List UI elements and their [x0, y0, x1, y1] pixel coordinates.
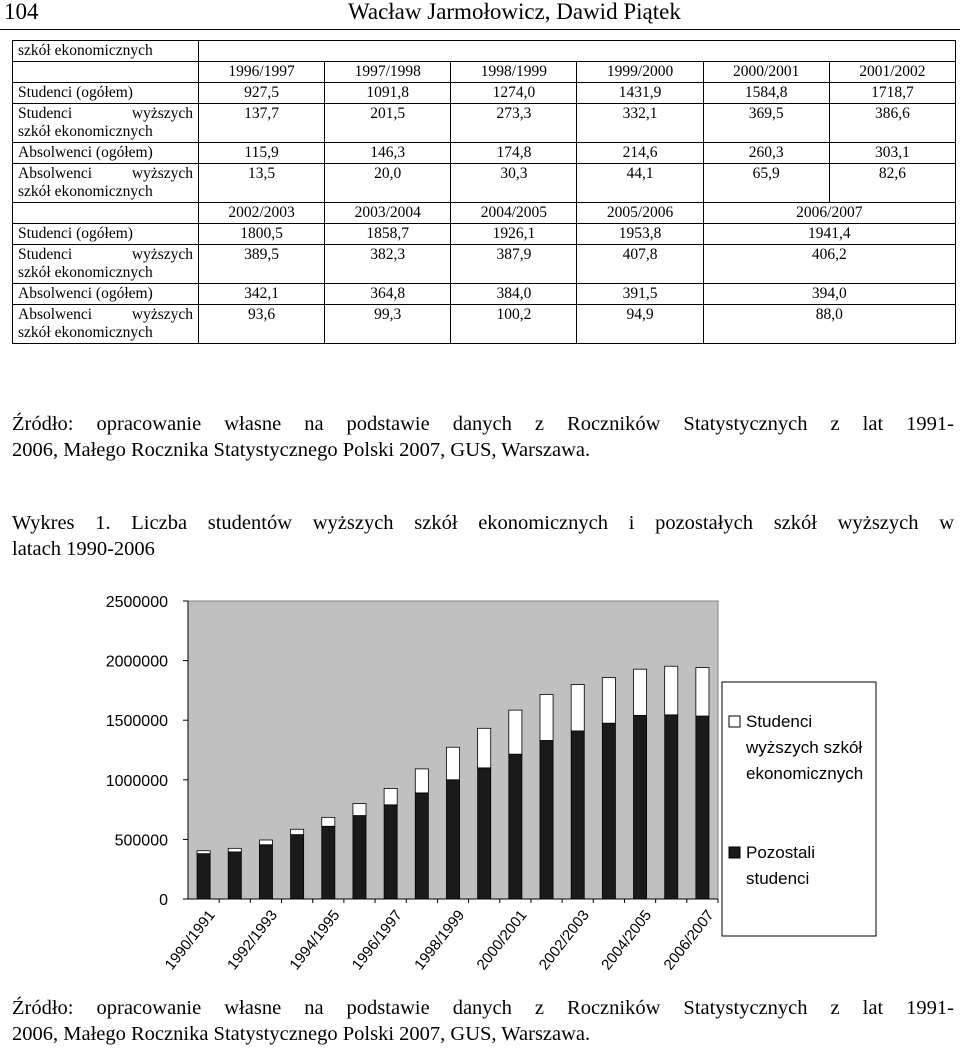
- y-tick-label: 2000000: [105, 653, 168, 671]
- source-note-line: Źródło: opracowanie własne na podstawie danych z Roczników Statystycznych z lat 1991-: [12, 997, 954, 1019]
- row-label: Studenci (ogółem): [13, 224, 199, 245]
- row-label: [13, 305, 199, 344]
- running-head: Wacław Jarmołowicz, Dawid Piątek: [348, 0, 681, 24]
- legend-label-line: wyższych szkół: [746, 738, 863, 757]
- year-header-cell: 2002/2003: [199, 203, 325, 224]
- value-cell: 1718,7: [829, 83, 955, 104]
- year-header-cell: 1999/2000: [577, 62, 703, 83]
- value-cell: 100,2: [451, 305, 577, 344]
- bar-segment-other-students: [665, 715, 678, 899]
- value-cell: 273,3: [451, 104, 577, 143]
- bar-segment-economic-students: [384, 788, 397, 804]
- page-header: [0, 0, 960, 30]
- bar-segment-other-students: [384, 805, 397, 899]
- row-label-line: Studenci wyższych: [18, 105, 193, 122]
- bar-segment-economic-students: [322, 817, 335, 826]
- bar-segment-other-students: [415, 793, 428, 899]
- value-cell: 382,3: [325, 245, 451, 284]
- source-note: [12, 411, 954, 463]
- y-tick-label: 2500000: [105, 594, 168, 611]
- legend-label-line: ekonomicznych: [746, 764, 864, 783]
- bar-segment-economic-students: [259, 840, 272, 845]
- table-row: [13, 164, 956, 203]
- value-cell: 20,0: [325, 164, 451, 203]
- table-row: [13, 104, 956, 143]
- value-cell: 364,8: [325, 284, 451, 305]
- value-cell: 406,2: [703, 245, 955, 284]
- table-block-2002-2007: [13, 203, 956, 344]
- table-cell: [13, 62, 199, 83]
- value-cell: 174,8: [451, 143, 577, 164]
- year-header-cell: 2000/2001: [703, 62, 829, 83]
- bar-segment-economic-students: [509, 710, 522, 754]
- legend-label-line: Studenci: [746, 712, 813, 731]
- row-label-line: Absolwenci wyższych: [18, 306, 193, 323]
- value-cell: 1431,9: [577, 83, 703, 104]
- row-label-line: szkół ekonomicznych: [18, 123, 153, 140]
- row-label-line: szkół ekonomicznych: [18, 324, 153, 341]
- row-label-line: Studenci wyższych: [18, 246, 193, 263]
- value-cell: 342,1: [199, 284, 325, 305]
- value-cell: 1941,4: [703, 224, 955, 245]
- legend-label-line: Pozostali: [746, 843, 815, 862]
- bar-segment-other-students: [259, 845, 272, 899]
- bar-segment-economic-students: [446, 747, 459, 780]
- year-header-cell: 1998/1999: [451, 62, 577, 83]
- value-cell: 369,5: [703, 104, 829, 143]
- bar-segment-other-students: [634, 715, 647, 899]
- value-cell: 1858,7: [325, 224, 451, 245]
- figure-caption: [12, 510, 954, 562]
- value-cell: 137,7: [199, 104, 325, 143]
- x-tick-label: 2004/2005: [598, 906, 656, 974]
- value-cell: 387,9: [451, 245, 577, 284]
- table-row: [13, 224, 956, 245]
- value-cell: 146,3: [325, 143, 451, 164]
- value-cell: 394,0: [703, 284, 955, 305]
- value-cell: 1926,1: [451, 224, 577, 245]
- value-cell: 391,5: [577, 284, 703, 305]
- bar-segment-economic-students: [353, 804, 366, 816]
- value-cell: 927,5: [199, 83, 325, 104]
- x-tick-label: 1994/1995: [286, 906, 344, 974]
- bar-segment-other-students: [571, 731, 584, 899]
- x-tick-label: 1998/1999: [411, 906, 469, 974]
- year-header-cell: 1997/1998: [325, 62, 451, 83]
- value-cell: 13,5: [199, 164, 325, 203]
- value-cell: 115,9: [199, 143, 325, 164]
- value-cell: 88,0: [703, 305, 955, 344]
- legend-swatch-economic: [729, 716, 740, 727]
- x-tick-label: 2002/2003: [535, 906, 593, 974]
- bar-segment-economic-students: [415, 769, 428, 793]
- year-header-cell: 2004/2005: [451, 203, 577, 224]
- bar-segment-economic-students: [602, 678, 615, 724]
- bar-segment-other-students: [696, 716, 709, 899]
- bar-segment-other-students: [540, 740, 553, 899]
- bar-segment-other-students: [353, 816, 366, 899]
- y-tick-label: 500000: [114, 832, 168, 850]
- value-cell: 82,6: [829, 164, 955, 203]
- bar-segment-other-students: [478, 768, 491, 899]
- table-row: [13, 284, 956, 305]
- value-cell: 201,5: [325, 104, 451, 143]
- page-number: 104: [4, 0, 39, 24]
- year-header-cell: 2001/2002: [829, 62, 955, 83]
- bar-segment-economic-students: [291, 829, 304, 834]
- x-tick-label: 2006/2007: [660, 906, 718, 974]
- value-cell: 1091,8: [325, 83, 451, 104]
- row-label-line: szkół ekonomicznych: [18, 264, 153, 281]
- value-cell: 1800,5: [199, 224, 325, 245]
- table-caption: szkół ekonomicznych: [13, 41, 199, 62]
- x-tick-label: 2000/2001: [473, 906, 531, 974]
- row-label: Absolwenci (ogółem): [13, 143, 199, 164]
- year-header-cell: 2003/2004: [325, 203, 451, 224]
- stacked-bar-chart: [0, 570, 960, 990]
- bar-segment-other-students: [446, 780, 459, 899]
- value-cell: 1274,0: [451, 83, 577, 104]
- value-cell: 94,9: [577, 305, 703, 344]
- table-row: [13, 143, 956, 164]
- row-label: Studenci (ogółem): [13, 83, 199, 104]
- source-note-line: 2006, Małego Rocznika Statystycznego Polski 2007, GUS, Warszawa.: [12, 439, 591, 461]
- bar-segment-other-students: [291, 835, 304, 899]
- value-cell: 386,6: [829, 104, 955, 143]
- row-label: Absolwenci (ogółem): [13, 284, 199, 305]
- bar-segment-other-students: [322, 826, 335, 899]
- source-note: [12, 995, 954, 1047]
- bar-segment-economic-students: [228, 848, 241, 852]
- table-caption-row: [13, 41, 956, 62]
- year-header-cell: 1996/1997: [199, 62, 325, 83]
- table-block-1996-2002: [13, 62, 956, 203]
- value-cell: 260,3: [703, 143, 829, 164]
- value-cell: 384,0: [451, 284, 577, 305]
- table-cell: [13, 203, 199, 224]
- source-note-line: 2006, Małego Rocznika Statystycznego Polski 2007, GUS, Warszawa.: [12, 1023, 591, 1045]
- y-tick-label: 1500000: [105, 713, 168, 731]
- row-label: [13, 164, 199, 203]
- header-rule: [0, 29, 960, 30]
- table-row: [13, 305, 956, 344]
- bar-segment-economic-students: [571, 684, 584, 730]
- bar-segment-economic-students: [197, 851, 210, 854]
- value-cell: 30,3: [451, 164, 577, 203]
- value-cell: 303,1: [829, 143, 955, 164]
- row-label: [13, 245, 199, 284]
- bar-segment-economic-students: [665, 666, 678, 715]
- value-cell: 214,6: [577, 143, 703, 164]
- value-cell: 1953,8: [577, 224, 703, 245]
- value-cell: 332,1: [577, 104, 703, 143]
- table-cell: [199, 41, 956, 62]
- y-tick-label: 0: [159, 892, 168, 909]
- x-tick-label: 1990/1991: [161, 906, 219, 974]
- value-cell: 1584,8: [703, 83, 829, 104]
- year-header-cell: 2005/2006: [577, 203, 703, 224]
- figure-caption-line: latach 1990-2006: [12, 538, 155, 560]
- row-label-line: szkół ekonomicznych: [18, 183, 153, 200]
- x-tick-label: 1992/1993: [224, 906, 282, 974]
- bar-segment-other-students: [197, 854, 210, 899]
- value-cell: 407,8: [577, 245, 703, 284]
- figure-caption-line: Wykres 1. Liczba studentów wyższych szkół ekonomicznych i pozostałych szkół wyższych w: [12, 512, 954, 534]
- y-tick-label: 1000000: [105, 772, 168, 790]
- bar-segment-economic-students: [634, 669, 647, 715]
- year-header-cell: 2006/2007: [703, 203, 955, 224]
- bar-segment-economic-students: [540, 694, 553, 740]
- table-header-row: [13, 203, 956, 224]
- value-cell: 65,9: [703, 164, 829, 203]
- row-label: [13, 104, 199, 143]
- bar-segment-other-students: [602, 723, 615, 899]
- value-cell: 389,5: [199, 245, 325, 284]
- bar-segment-economic-students: [478, 728, 491, 768]
- table-row: [13, 245, 956, 284]
- table-row: [13, 83, 956, 104]
- value-cell: 44,1: [577, 164, 703, 203]
- data-table: [12, 40, 956, 344]
- bar-segment-other-students: [228, 852, 241, 899]
- bar-segment-other-students: [509, 754, 522, 899]
- source-note-line: Źródło: opracowanie własne na podstawie danych z Roczników Statystycznych z lat 1991-: [12, 413, 954, 435]
- x-tick-label: 1996/1997: [348, 906, 406, 974]
- value-cell: 93,6: [199, 305, 325, 344]
- bar-segment-economic-students: [696, 668, 709, 716]
- table-header-row: [13, 62, 956, 83]
- legend-swatch-other: [729, 847, 740, 858]
- legend-label-line: studenci: [746, 869, 810, 888]
- value-cell: 99,3: [325, 305, 451, 344]
- row-label-line: Absolwenci wyższych: [18, 165, 193, 182]
